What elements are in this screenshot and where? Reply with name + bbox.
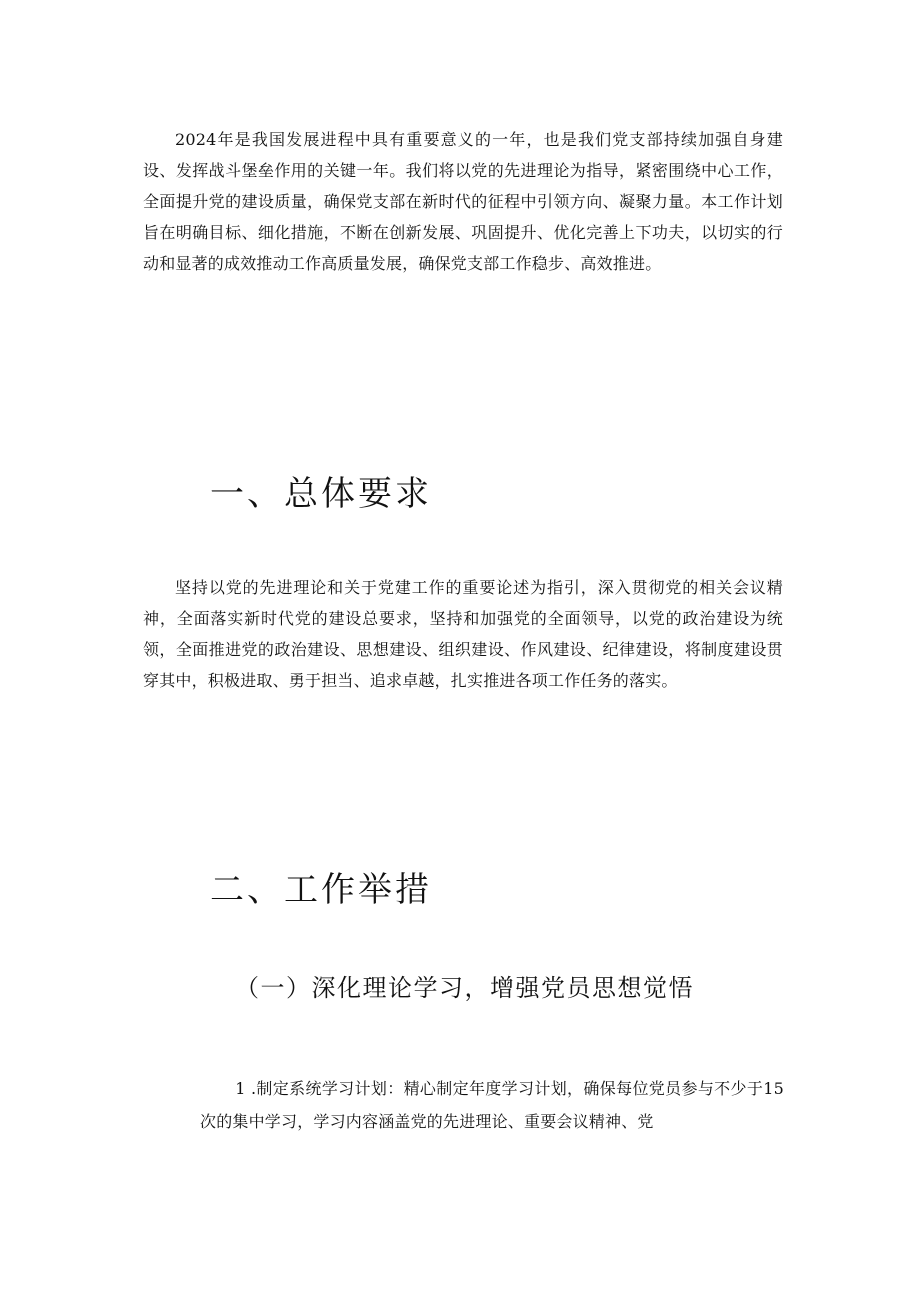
subsection-heading-theory-study: （一）深化理论学习，增强党员思想觉悟 <box>235 974 694 1002</box>
section-heading-overall-requirements: 一、总体要求 <box>210 474 432 514</box>
list-item-study-plan: 1 .制定系统学习计划：精心制定年度学习计划，确保每位党员参与不少于15次的集中学习，学习内容涵盖党的先进理论、重要会议精神、党 <box>200 1079 784 1131</box>
intro-paragraph: 2024年是我国发展进程中具有重要意义的一年，也是我们党支部持续加强自身建设、发挥战斗堡垒作用的关键一年。我们将以党的先进理论为指导，紧密围绕中心工作，全面提升党的建设质量，确保党支部在新时代的征程中引领方向、凝聚力量。本工作计划旨在明确目标、细化措施，不断在创新发展、巩固提升、优化完善上下功夫，以切实的行动和显著的成效推动工作高质量发展，确保党支部工作稳步、高效推进。 <box>143 130 783 273</box>
overall-requirements-paragraph: 坚持以党的先进理论和关于党建工作的重要论述为指引，深入贯彻党的相关会议精神，全面落实新时代党的建设总要求，坚持和加强党的全面领导，以党的政治建设为统领，全面推进党的政治建设、思想建设、组织建设、作风建设、纪律建设，将制度建设贯穿其中，积极进取、勇于担当、追求卓越，扎实推进各项工作任务的落实。 <box>143 578 783 690</box>
section-heading-work-measures: 二、工作举措 <box>210 870 432 910</box>
